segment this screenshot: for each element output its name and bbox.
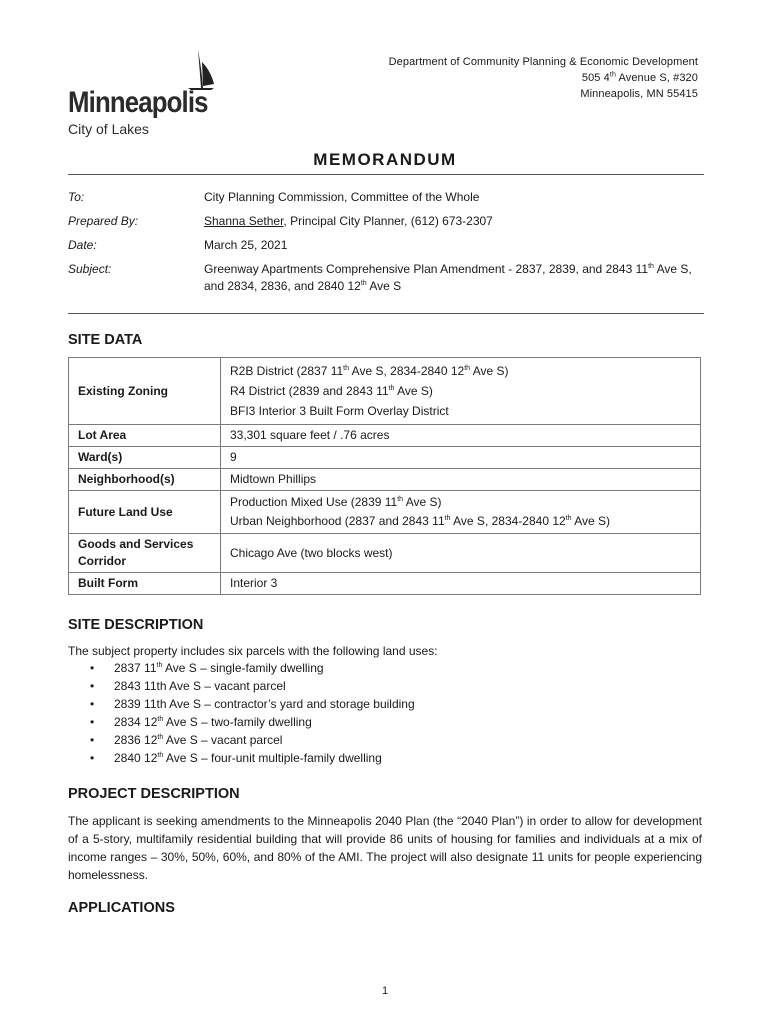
prepared-by-value [204,213,704,230]
zoning-sup3: th [388,385,395,392]
built-form-value: Interior 3 [221,573,701,595]
parcel-use: Ave S – single-family dwelling [162,661,324,675]
zoning-line3: BFI3 Interior 3 Built Form Overlay District [230,404,449,418]
bullet-icon: • [90,733,95,747]
street-sup: th [609,71,616,79]
table-row [69,469,701,491]
flu-line1b: Ave S) [403,495,442,509]
author-details: , Principal City Planner, (612) 673-2307 [283,214,493,228]
parcel-text: 2840 12 [114,751,158,765]
corridor-value: Chicago Ave (two blocks west) [221,534,701,573]
parcel-text: 2837 11 [114,661,157,675]
zoning-sup2: th [464,365,471,372]
parcel-sup: th [157,734,164,741]
subject-sup2: th [360,280,367,287]
table-row [69,573,701,595]
parcel-sup: th [156,662,163,669]
flu-line2a: Urban Neighborhood (2837 and 2843 11 [230,514,445,528]
flu-sup1: th [397,496,404,503]
parcel-sup: th [157,716,164,723]
site-description-heading: SITE DESCRIPTION [68,617,204,633]
date-label: Date: [68,238,97,252]
subject-value [204,261,704,295]
zoning-label: Existing Zoning [69,358,221,425]
zoning-value [221,358,701,425]
site-data-table [68,357,701,595]
list-item [68,731,415,749]
list-item [68,749,415,767]
flu-line1a: Production Mixed Use (2839 11 [230,495,398,509]
subject-part1: Greenway Apartments Comprehensive Plan Amendment - 2837, 2839, and 2843 11 [204,262,649,276]
bullet-icon: • [90,679,95,693]
table-row [69,447,701,469]
department-address [389,54,698,102]
bullet-icon: • [90,697,95,711]
zoning-line1b: Ave S, 2834-2840 12 [349,364,465,378]
page-number: 1 [381,985,389,997]
author-name: Shanna Sether [204,214,284,228]
zoning-sup1: th [343,365,349,372]
applications-heading: APPLICATIONS [68,900,175,916]
list-item [68,659,415,677]
table-row [69,425,701,447]
parcel-list [68,659,415,767]
department-street [389,70,698,86]
parcel-text: 2834 12 [114,715,158,729]
zoning-line1a: R2B District (2837 11 [230,364,344,378]
site-data-heading: SITE DATA [68,332,143,348]
sailboat-icon [184,48,216,90]
parcel-use: Ave S – vacant parcel [163,733,283,747]
list-item [68,695,415,713]
site-description-intro: The subject property includes six parcels with the following land uses: [68,644,438,658]
logo-tagline: City of Lakes [68,121,149,137]
header-rule-top [68,174,704,175]
parcel-text: 2839 11th Ave S – contractor’s yard and storage building [114,697,415,711]
parcel-text: 2836 12 [114,733,158,747]
list-item [68,677,415,695]
department-name: Department of Community Planning & Economic Development [388,56,698,68]
parcel-text: 2843 11th Ave S – vacant parcel [114,679,286,693]
subject-part3: Ave S [366,279,402,293]
subject-sup1: th [648,263,654,270]
ward-label: Ward(s) [69,447,221,469]
date-value: March 25, 2021 [204,238,288,252]
zoning-line1c: Ave S) [470,364,509,378]
neighborhood-value: Midtown Phillips [221,469,701,491]
bullet-icon: • [90,661,95,675]
flu-sup2: th [444,515,451,522]
street-rest: Avenue S, #320 [615,72,698,84]
parcel-sup: th [157,752,164,759]
table-row [69,491,701,534]
logo-wordmark: Minneapolis [68,86,208,119]
prepared-by-label: Prepared By: [68,214,139,228]
corridor-label: Goods and Services Corridor [69,534,221,573]
parcel-use: Ave S – two-family dwelling [163,715,312,729]
bullet-icon: • [90,715,95,729]
parcel-use: Ave S – four-unit multiple-family dwelling [163,751,382,765]
lot-area-value: 33,301 square feet / .76 acres [221,425,701,447]
bullet-icon: • [90,751,95,765]
flu-line2c: Ave S) [571,514,610,528]
project-description-text: The applicant is seeking amendments to the Minneapolis 2040 Plan (the “2040 Plan”) in order to allow for development of a 5-story, multifamily residential building that will provide 86 units of housing for families and individuals at a mix of income ranges – 30%, 50%, 60%, and 80% of the AMI. The project will also designate 11 units for people experiencing homelessness. [68,814,702,882]
built-form-label: Built Form [69,573,221,595]
to-label: To: [68,190,85,204]
zoning-line2b: Ave S) [394,384,433,398]
list-item [68,713,415,731]
header-rule-bottom [68,313,704,314]
table-row [69,358,701,425]
future-land-use-value [221,491,701,534]
flu-sup3: th [565,515,572,522]
ward-value: 9 [221,447,701,469]
subject-part2: Ave S, and 2834, 2836, and 2840 12 [204,262,692,293]
to-value: City Planning Commission, Committee of the Whole [204,190,480,204]
project-description-heading: PROJECT DESCRIPTION [68,786,240,802]
memo-title: MEMORANDUM [313,150,457,169]
table-row [69,534,701,573]
subject-label: Subject: [68,262,112,276]
city-logo [66,48,216,143]
lot-area-label: Lot Area [69,425,221,447]
department-city: Minneapolis, MN 55415 [580,88,698,100]
zoning-line2a: R4 District (2839 and 2843 11 [230,384,389,398]
neighborhood-label: Neighborhood(s) [69,469,221,491]
flu-line2b: Ave S, 2834-2840 12 [450,514,566,528]
street-number: 505 4 [581,72,610,84]
future-land-use-label: Future Land Use [69,491,221,534]
